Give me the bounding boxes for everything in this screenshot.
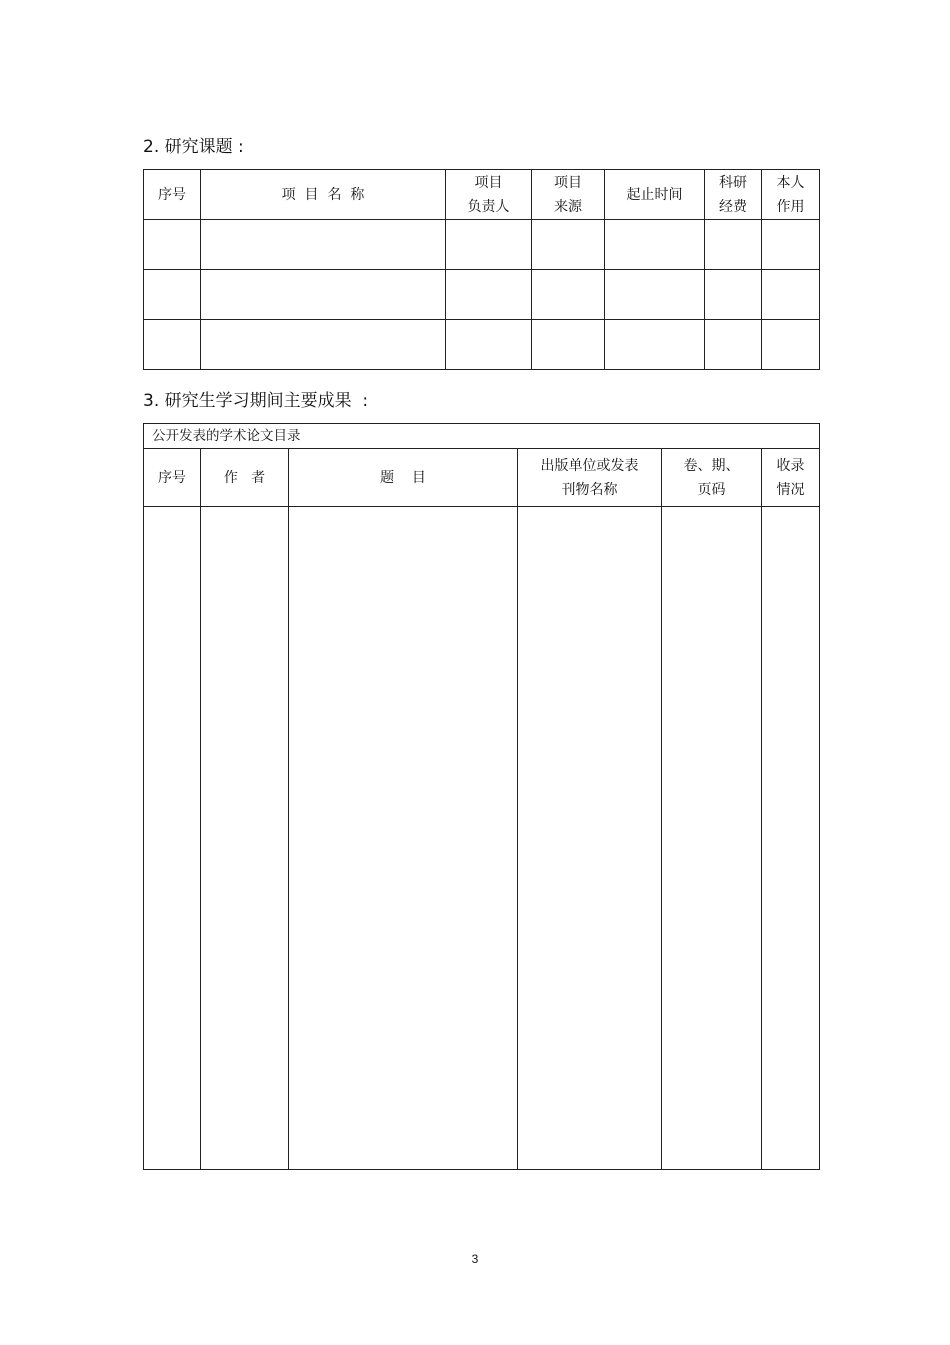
page-number: 3 [471, 1252, 479, 1266]
table-caption-row [144, 424, 820, 449]
cell-role[interactable] [762, 270, 820, 320]
header-publisher: 出版单位或发表 刊物名称 [518, 449, 662, 507]
cell-author[interactable] [201, 507, 289, 1170]
cell-leader[interactable] [446, 220, 532, 270]
research-projects-table [143, 169, 820, 370]
header-period: 起止时间 [605, 170, 705, 220]
cell-project-name[interactable] [201, 270, 446, 320]
cell-volume[interactable] [662, 507, 762, 1170]
section-2-heading: 2. 研究课题 : [143, 137, 244, 157]
header-volume: 卷、期、 页码 [662, 449, 762, 507]
header-seq: 序号 [144, 449, 201, 507]
table-row [144, 320, 820, 370]
table-caption: 公开发表的学术论文目录 [144, 424, 820, 449]
cell-seq[interactable] [144, 270, 201, 320]
table-header-row [144, 170, 820, 220]
header-project-leader: 项目 负责人 [446, 170, 532, 220]
header-role: 本人 作用 [762, 170, 820, 220]
section-3-heading: 3. 研究生学习期间主要成果 : [143, 391, 369, 411]
cell-funding[interactable] [705, 320, 762, 370]
cell-role[interactable] [762, 220, 820, 270]
cell-source[interactable] [532, 220, 605, 270]
cell-funding[interactable] [705, 270, 762, 320]
header-title: 题 目 [289, 449, 518, 507]
cell-seq[interactable] [144, 220, 201, 270]
cell-indexed[interactable] [762, 507, 820, 1170]
cell-period[interactable] [605, 320, 705, 370]
cell-title[interactable] [289, 507, 518, 1170]
header-indexed: 收录 情况 [762, 449, 820, 507]
cell-leader[interactable] [446, 270, 532, 320]
cell-period[interactable] [605, 270, 705, 320]
cell-period[interactable] [605, 220, 705, 270]
table-body-row [144, 507, 820, 1170]
cell-role[interactable] [762, 320, 820, 370]
publications-table [143, 423, 820, 1170]
header-author: 作 者 [201, 449, 289, 507]
header-project-source: 项目 来源 [532, 170, 605, 220]
cell-source[interactable] [532, 270, 605, 320]
cell-publisher[interactable] [518, 507, 662, 1170]
cell-project-name[interactable] [201, 320, 446, 370]
header-project-name: 项 目 名 称 [201, 170, 446, 220]
cell-source[interactable] [532, 320, 605, 370]
cell-seq[interactable] [144, 507, 201, 1170]
table-row [144, 270, 820, 320]
cell-seq[interactable] [144, 320, 201, 370]
cell-funding[interactable] [705, 220, 762, 270]
header-funding: 科研 经费 [705, 170, 762, 220]
cell-project-name[interactable] [201, 220, 446, 270]
header-seq: 序号 [144, 170, 201, 220]
table-header-row [144, 449, 820, 507]
table-row [144, 220, 820, 270]
cell-leader[interactable] [446, 320, 532, 370]
